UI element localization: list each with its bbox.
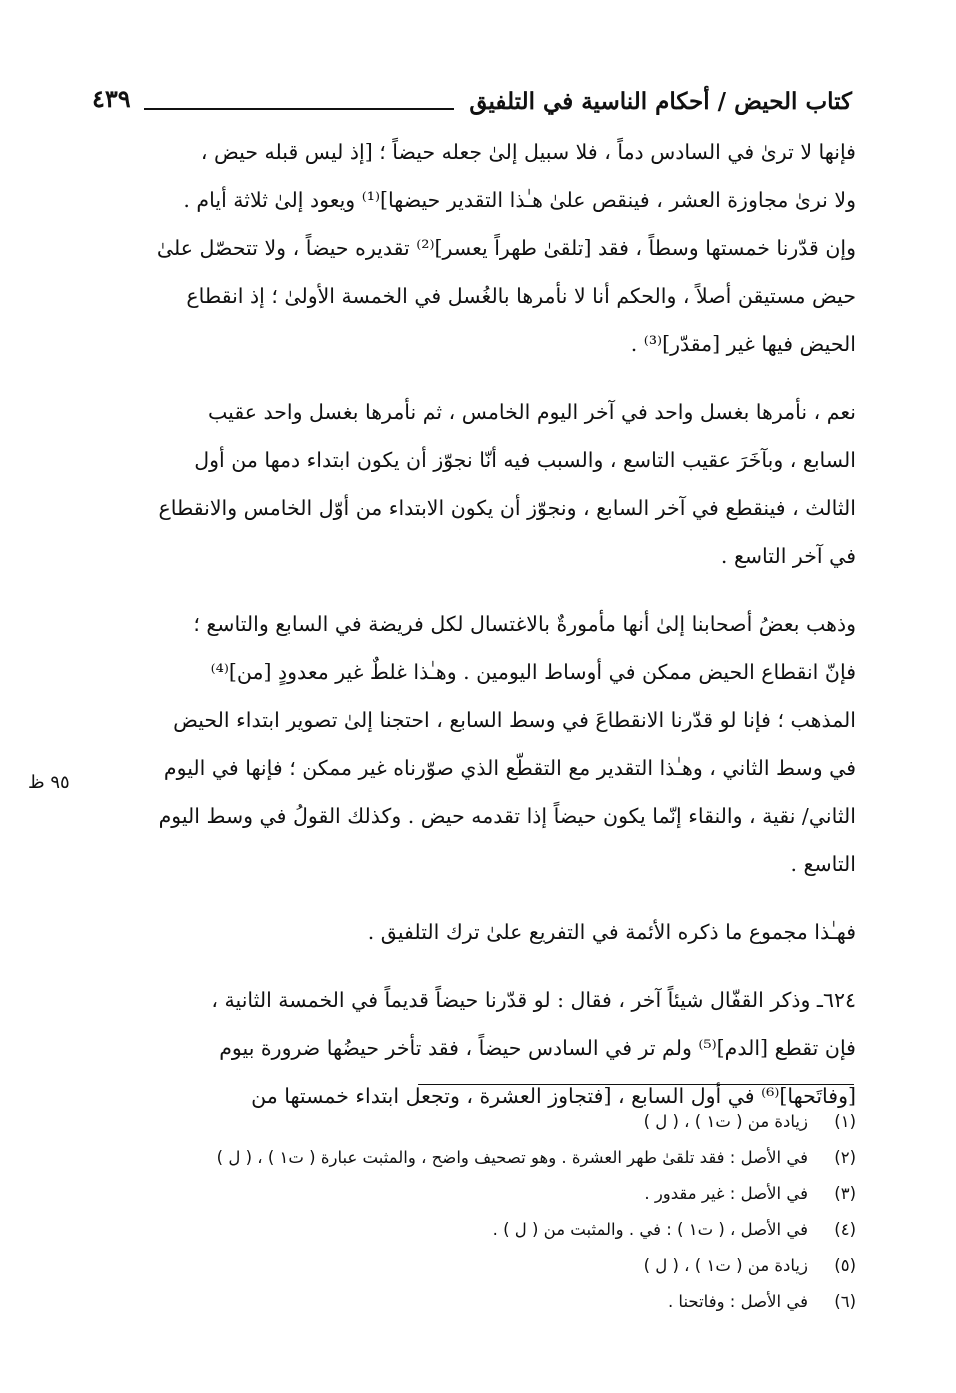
footnote (96, 1248, 856, 1284)
footnote-number: (٤) (834, 1220, 856, 1239)
text-line: فإنّ انقطاع الحيض ممكن في أوساط اليومين . وهـٰذا غلطٌ غير معدودٍ [من]⁽⁴⁾ (210, 660, 856, 684)
text-line: [وفاتَحها]⁽⁶⁾ في أول السابع ، [فتجاوز العشرة ، وتجعل ابتداء خمستها من (251, 1084, 856, 1108)
footnote-text: في الأصل : فقد تلقىٰ طهر العشرة . وهو تصحيف واضح ، والمثبت عبارة ( ت١ ) ، ( ل ) (216, 1148, 808, 1167)
main-text (80, 128, 856, 1120)
text-line: التاسع . (790, 852, 856, 876)
footnote (96, 1140, 856, 1176)
paragraph (80, 388, 856, 580)
text-line: الثاني/ نقية ، والنقاء إنّما يكون حيضاً إذا تقدمه حيض . وكذلك القولُ في وسط اليوم (158, 804, 856, 828)
text-line: وإن قدّرنا خمستها وسطاً ، فقد [تلقىٰ طهراً يعسر]⁽²⁾ تقديره حيضاً ، ولا تتحصّل علىٰ (156, 236, 856, 260)
text-line: وذهب بعضُ أصحابنا إلىٰ أنها مأمورةٌ بالاغتسال لكل فريضة في السابع والتاسع ؛ (193, 612, 856, 636)
footnote (96, 1212, 856, 1248)
footnote (96, 1176, 856, 1212)
footnote-text: في الأصل ، ( ت١ ) : في . والمثبت من ( ل ) . (492, 1220, 808, 1239)
footnote-number: (٢) (834, 1148, 856, 1167)
text-line: ٦٢٤ـ وذكر القفّال شيئاً آخر ، فقال : لو قدّرنا حيضاً قديماً في الخمسة الثانية ، (211, 988, 856, 1012)
footnote-number: (١) (834, 1112, 856, 1131)
footnote-text: في الأصل : وفاتحنا . (667, 1292, 808, 1311)
header-rule (144, 108, 454, 110)
text-line: السابع ، وبآخَرَ عقيب التاسع ، والسبب فيه أنّا نجوّز أن يكون ابتداء دمها من أول (194, 448, 856, 472)
paragraph (80, 600, 856, 888)
paragraph (80, 908, 856, 956)
text-line: في وسط الثاني ، وهـٰذا التقدير مع التقطّع الذي صوّرناه غير ممكن ؛ فإنها في اليوم (163, 756, 856, 780)
footnote-text: زيادة من ( ت١ ) ، ( ل ) (643, 1256, 808, 1275)
footnote-number: (٦) (834, 1292, 856, 1311)
footnotes (96, 1104, 856, 1320)
text-line: الثالث ، فينقطع في آخر السابع ، ونجوّز أن يكون الابتداء من أوّل الخامس والانقطاع (158, 496, 856, 520)
running-header (82, 84, 852, 124)
text-line: فإنها لا ترىٰ في السادس دماً ، فلا سبيل إلىٰ جعله حيضاً ؛ [إذ ليس قبله حيض ، (200, 140, 856, 164)
text-line: حيض مستيقن أصلاً ، والحكم أنا لا نأمرها بالغُسل في الخمسة الأولىٰ ؛ إذ انقطاع (186, 284, 856, 308)
footnote-number: (٥) (834, 1256, 856, 1275)
page-number: ٤٣٩ (92, 84, 131, 113)
text-line: فإن تقطع [الدم]⁽⁵⁾ ولم تر في السادس حيضاً ، فقد تأخر حيضُها ضرورة بيوم (219, 1036, 856, 1060)
text-line: نعم ، نأمرها بغسل واحد في آخر اليوم الخامس ، ثم نأمرها بغسل واحد عقيب (208, 400, 856, 424)
paragraph (80, 128, 856, 368)
paragraph (80, 976, 856, 1120)
text-line: المذهب ؛ فإنا لو قدّرنا الانقطاعَ في وسط السابع ، احتجنا إلىٰ تصوير ابتداء الحيض (173, 708, 856, 732)
footnote (96, 1284, 856, 1320)
chapter-title: كتاب الحيض / أحكام الناسية في التلفيق (469, 88, 852, 115)
footnote (96, 1104, 856, 1140)
text-line: في آخر التاسع . (720, 544, 856, 568)
footnote-text: في الأصل : غير مقدور . (644, 1184, 808, 1203)
text-line: فهـٰذا مجموع ما ذكره الأئمة في التفريع علىٰ ترك التلفيق . (367, 920, 856, 944)
text-line: الحيض فيها غير [مقدّر]⁽³⁾ . (630, 332, 856, 356)
footnote-separator (418, 1084, 854, 1085)
footnote-text: زيادة من ( ت١ ) ، ( ل ) (643, 1112, 808, 1131)
footnote-number: (٣) (834, 1184, 856, 1203)
manuscript-folio-note: ٩٥ ظ (28, 772, 70, 793)
text-line: ولا نرىٰ مجاوزة العشر ، فينقص علىٰ هـٰذا التقدير حيضها]⁽¹⁾ ويعود إلىٰ ثلاثة أيام . (183, 188, 856, 212)
